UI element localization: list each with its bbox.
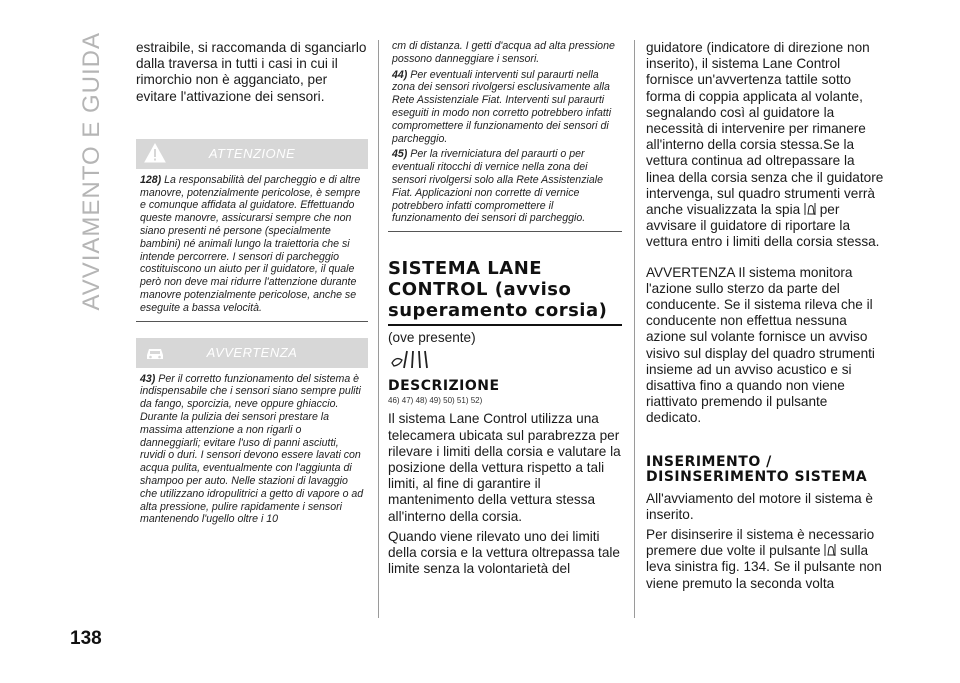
- column-divider: [378, 40, 379, 618]
- paragraph-text: per avvisare il guidatore di riportare la vettura entro i limiti della corsia stessa.: [646, 202, 880, 250]
- paragraph-text: sulla leva sinistra fig. 134. Se il pulsante non viene premuto la seconda volta: [646, 543, 882, 591]
- attenzione-text: La responsabilità del parcheggio e di altre manovre, potenzialmente pericolose, è sempre e comunque affidata al guidatore. Effettuando queste manovre, assicurarsi sempre che non siano presenti né persone (specialmente bambini) né animali lungo la traiettoria che si intende percorrere. I sensori di parcheggio costituiscono un aiuto per il guidatore, il quale però non deve mai ridurre l'attenzione durante manovre potenzialmente pericolose, anche se eseguite a bassa velocità.: [140, 173, 361, 314]
- avvertenza-body: [136, 368, 368, 533]
- section-title-inserimento: INSERIMENTO / DISINSERIMENTO SISTEMA: [646, 453, 868, 485]
- avvertenza-title: AVVERTENZA: [206, 345, 298, 361]
- column-2: [388, 40, 622, 577]
- lane-control-paragraph-2: Quando viene rilevato uno dei limiti della corsia e la vettura oltrepassa tale limite senza la volontarietà del: [388, 528, 620, 577]
- inserimento-paragraph-2: [646, 527, 886, 592]
- attenzione-body: [136, 169, 368, 322]
- note-number: 128): [140, 173, 162, 186]
- note-number: 44): [392, 68, 408, 81]
- avvertenza-box: [136, 338, 368, 533]
- note-44-text: Per eventuali interventi sul paraurti nella zona dei sensori rivolgersi esclusivamente alla Rete Assistenziale Fiat. Interventi sul paraurti eseguiti in modo non corretto potrebbero infatti compromettere il funzionamento dei sensori di parcheggio.: [392, 68, 612, 145]
- paragraph-text: guidatore (indicatore di direzione non inserito), il sistema Lane Control fornisce un'avvertenza tattile sotto forma di coppia applicata al volante, segnalando così al guidatore la necessità di intervenire per rimanere all'interno della corsia stessa.Se la vettura continua ad oltrepassare la linea della corsia senza che il guidatore intervenga, sul quadro strumenti verrà anche visualizzata la spia: [646, 40, 884, 218]
- column-1: [136, 40, 368, 532]
- inserimento-paragraph-1: All'avviamento del motore il sistema è inserito.: [646, 490, 873, 522]
- chapter-side-tab: AVVIAMENTO E GUIDA: [78, 31, 105, 310]
- car-warning-icon: [144, 342, 166, 362]
- attenzione-title: ATTENZIONE: [208, 146, 296, 162]
- descrizione-heading: DESCRIZIONE: [388, 378, 500, 395]
- paragraph-text: Per disinserire il sistema è necessario premere due volte il pulsante: [646, 527, 875, 559]
- warning-triangle-icon: [144, 143, 166, 163]
- note-number: 45): [392, 148, 408, 161]
- avvertenza-paragraph: AVVERTENZA Il sistema monitora l'azione sullo sterzo da parte del conducente. Se il sistema rileva che il conducente non effettua nessuna azione sul volante fornisce un avviso visivo sul display del quadro strumenti insieme ad un avviso acustico e si disattiva fino a quando non viene riattivato premendo il pulsante dedicato.: [646, 264, 875, 426]
- attenzione-header: [136, 139, 368, 169]
- avvertenza-header: [136, 338, 368, 368]
- attenzione-box: [136, 139, 368, 322]
- lane-button-icon: [824, 543, 836, 557]
- page-number: 138: [70, 628, 102, 649]
- column-3: [646, 40, 886, 592]
- intro-paragraph: estraibile, si raccomanda di sganciarlo dalla traversa in tutti i casi in cui il rimorchio non è agganciato, per evitare l'attivazione dei sensori.: [136, 40, 367, 104]
- lane-control-icon: [390, 348, 428, 370]
- note-references: 46) 47) 48) 49) 50) 51) 52): [388, 396, 483, 406]
- lane-control-paragraph-1: Il sistema Lane Control utilizza una telecamera ubicata sul parabrezza per rilevare i limiti della corsia e valutare la posizione della vettura rispetto a tali limiti, al fine di garantire il mantenimento della vettura stessa all'interno della corsia.: [388, 411, 621, 524]
- note-number: 43): [140, 372, 156, 385]
- note-45-text: Per la riverniciatura del paraurti o per eventuali ritocchi di vernice nella zona dei sensori rivolgersi solo alla Rete Assistenziale Fiat. Applicazioni non corrette di vernice potrebbero infatti compromettere il funzionamento dei sensori di parcheggio.: [392, 148, 603, 225]
- section-title-lane-control: SISTEMA LANE CONTROL (avviso superamento corsia): [388, 258, 622, 326]
- column-divider: [634, 40, 635, 618]
- avvertenza-text: Per il corretto funzionamento del sistema è indispensabile che i sensori siano sempre puliti da fango, sporcizia, neve oppure ghiaccio. Durante la pulizia dei sensori prestare la massima attenzione a non rigarli o danneggiarli; evitare l'uso di panni asciutti, ruvidi o duri. I sensori devono essere lavati con acqua pulita, eventualmente con l'aggiunta di shampoo per auto. Nelle stazioni di lavaggio che utilizzano idropulitrici a getto di vapore o ad alta pressione, pulire rapidamente i sensori mantenendo l'ugello oltre i 10: [140, 372, 364, 526]
- lane-control-paragraph-3: [646, 40, 886, 251]
- notice-continued-text: cm di distanza. I getti d'acqua ad alta pressione possono danneggiare i sensori.: [392, 40, 615, 65]
- ove-presente-label: (ove presente): [388, 330, 476, 346]
- lane-warning-lamp-icon: [804, 202, 816, 216]
- avvertenza-continued: [388, 40, 622, 232]
